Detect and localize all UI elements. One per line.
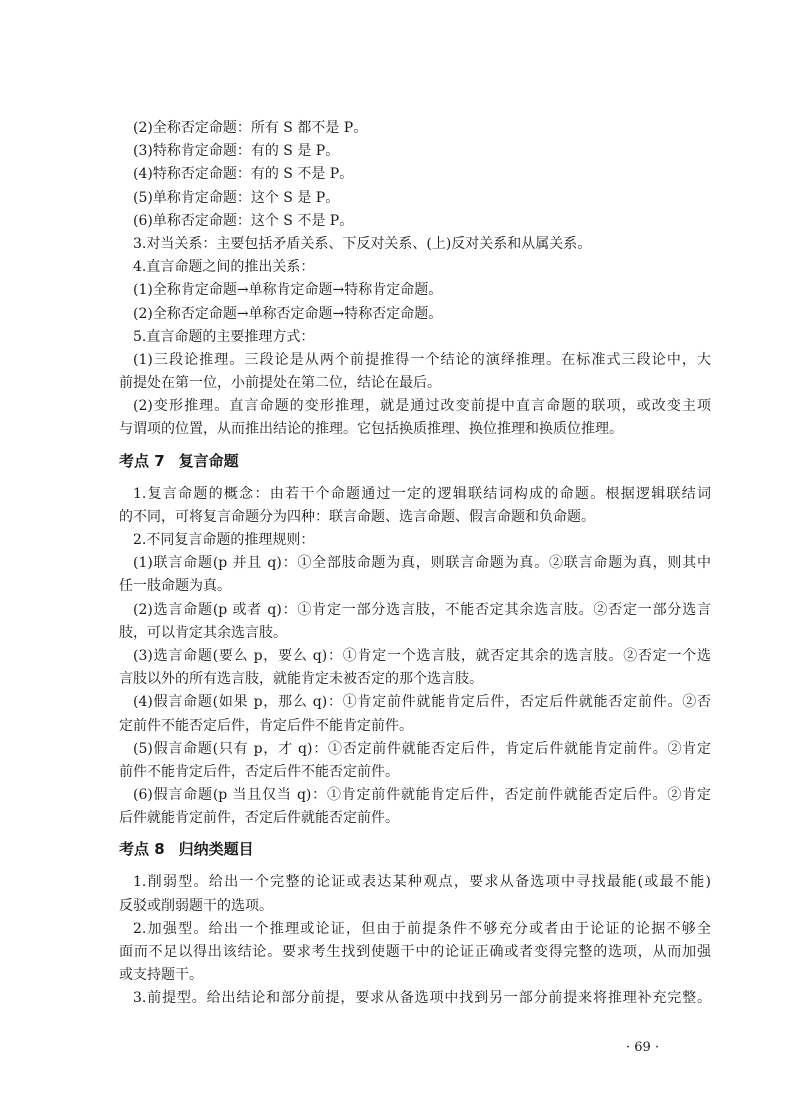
text-line: 面而不足以得出该结论。要求考生找到使题干中的论证正确或者变得完整的选项，从而加强 xyxy=(119,944,711,960)
text-line: 5.直言命题的主要推理方式： xyxy=(133,328,315,345)
heading-title: 归纳类题目 xyxy=(178,840,254,859)
text-line: 反驳或削弱题干的选项。 xyxy=(119,897,273,914)
heading-title: 复言命题 xyxy=(178,451,239,470)
text-line: 前提处在第一位，小前提处在第二位，结论在最后。 xyxy=(119,375,441,392)
text-line: (4)假言命题(如果 p，那么 q)：①肯定前件就能肯定后件，否定后件就能否定前件。②否 xyxy=(133,694,711,711)
text-line: 肢，可以肯定其余选言肢。 xyxy=(119,624,287,641)
text-line: 后件就能肯定前件，否定后件就能否定前件。 xyxy=(119,810,399,827)
text-line: (2)变形推理。直言命题的变形推理，就是通过改变前提中直言命题的联项，或改变主项 xyxy=(133,398,711,415)
text-line: 前件不能肯定后件，否定后件不能否定前件。 xyxy=(119,763,399,780)
text-line: (3)特称肯定命题：有的 S 是 P。 xyxy=(133,143,340,160)
text-line: (2)选言命题(p 或者 q)：①肯定一部分选言肢，不能否定其余选言肢。②否定一部分选言 xyxy=(133,601,711,618)
text-line: (6)假言命题(p 当且仅当 q)：①肯定前件就能肯定后件，否定前件就能否定后件。②肯定 xyxy=(133,787,711,804)
text-line: 4.直言命题之间的推出关系： xyxy=(133,259,315,276)
text-line: (1)三段论推理。三段论是从两个前提推得一个结论的演绎推理。在标准式三段论中，大 xyxy=(133,351,711,368)
heading-number: 考点 8 xyxy=(119,840,165,859)
text-line: 与谓项的位置，从而推出结论的推理。它包括换质推理、换位推理和换质位推理。 xyxy=(119,421,623,438)
text-line: (2)全称否定命题：所有 S 都不是 P。 xyxy=(133,120,368,136)
text-line: 任一肢命题为真。 xyxy=(119,578,231,595)
text-line: (5)单称肯定命题：这个 S 是 P。 xyxy=(133,189,340,206)
text-line: 或支持题干。 xyxy=(119,967,203,984)
text-line: 定前件不能否定后件，肯定后件不能肯定前件。 xyxy=(119,717,413,734)
text-line: (1)全称肯定命题→单称肯定命题→特称肯定命题。 xyxy=(133,282,443,299)
text-line: 3.对当关系：主要包括矛盾关系、下反对关系、(上)反对关系和从属关系。 xyxy=(133,235,592,252)
text-line: (4)特称否定命题：有的 S 不是 P。 xyxy=(133,166,354,183)
text-line: 1.复言命题的概念：由若干个命题通过一定的逻辑联结词构成的命题。根据逻辑联结词 xyxy=(133,485,711,502)
text-line: 1.削弱型。给出一个完整的论证或表达某种观点，要求从备选项中寻找最能(或最不能) xyxy=(133,874,711,891)
section-heading-8 xyxy=(119,837,711,861)
text-line: 3.前提型。给出结论和部分前提，要求从备选项中找到另一部分前提来将推理补充完整。 xyxy=(133,990,711,1007)
text-line: (1)联言命题(p 并且 q)：①全部肢命题为真，则联言命题为真。②联言命题为真，则其中 xyxy=(133,555,711,572)
section-heading-7 xyxy=(119,449,711,473)
text-line: (3)选言命题(要么 p，要么 q)：①肯定一个选言肢，就否定其余的选言肢。②否定一个选 xyxy=(133,647,711,664)
text-line: 言肢以外的所有选言肢，就能肯定未被否定的那个选言肢。 xyxy=(119,671,483,688)
text-line: 的不同，可将复言命题分为四种：联言命题、选言命题、假言命题和负命题。 xyxy=(119,508,595,525)
heading-number: 考点 7 xyxy=(119,451,165,470)
text-line: (6)单称否定命题：这个 S 不是 P。 xyxy=(133,212,354,229)
page-number: · 69 · xyxy=(626,1040,660,1055)
text-line: 2.加强型。给出一个推理或论证，但由于前提条件不够充分或者由于论证的论据不够全 xyxy=(133,920,711,937)
text-line: 2.不同复言命题的推理规则： xyxy=(133,532,315,548)
page-body xyxy=(119,117,711,1011)
text-line: (2)全称否定命题→单称否定命题→特称否定命题。 xyxy=(133,305,443,322)
text-line: (5)假言命题(只有 p，才 q)：①否定前件就能否定后件，肯定后件就能肯定前件。②肯定 xyxy=(133,740,711,757)
